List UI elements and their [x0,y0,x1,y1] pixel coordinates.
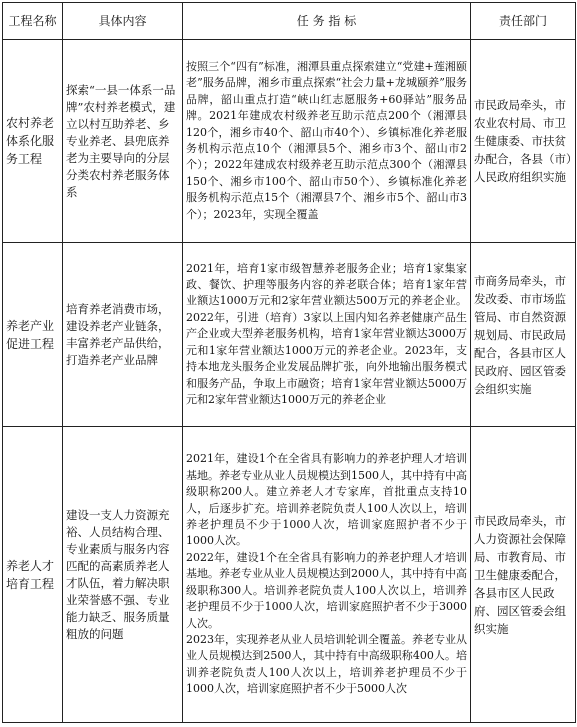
project-name-cell: 养老产业促进工程 [3,243,63,427]
header-task: 任 务 指 标 [183,3,471,40]
project-table [2,2,576,723]
content-cell: 探索“一县一体系一品牌”农村养老模式，建立以村互助养老、乡专业养老、县兜底养老为主要导向的分层分类农村养老服务体系 [63,40,183,243]
dept-cell: 市民政局牵头，市人力资源社会保障局、市教育局、市卫生健康委配合，各县市区人民政府、园区管委会组织实施 [471,427,576,723]
table-row [3,243,576,427]
header-project-name: 工程名称 [3,3,63,40]
header-content: 具体内容 [63,3,183,40]
task-paragraph-2023: 2023年，实现养老从业人员培训轮训全覆盖。养老专业从业人员规模达到2500人，其中持有中高级职称400人。培训养老院负责人100人次以上，培训养老护理员不少于1000人次，培训家庭照护者不少于5000人次 [186,632,467,696]
project-name-cell: 农村养老体系化服务工程 [3,40,63,243]
task-paragraph-2022: 2022年，建设1个在全省具有影响力的养老护理人才培训基地。养老专业从业人员规模达到2000人，其中持有中高级职称300人。培训养老院负责人100人次以上，培训养老护理员不少于1000人次，培训家庭照护者不少于3000人次。 [186,550,467,630]
header-dept: 责任部门 [471,3,576,40]
content-cell: 培育养老消费市场，建设养老产业链条，丰富养老产品供给，打造养老产业品牌 [63,243,183,427]
content-cell: 建设一支人力资源充裕、人员结构合理、专业素质与服务内容匹配的高素质养老人才队伍，着力解决职业荣誉感不强、专业能力缺乏、服务质量粗放的问题 [63,427,183,723]
task-cell: 2021年，培育1家市级智慧养老服务企业；培育1家集家政、餐饮、护理等服务内容的养老联合体；培育1家年营业额达1000万元和2家年营业额达500万元的养老企业。2022年，引进（培育）3家以上国内知名养老健康产品生产企业或大型养老服务机构，培育1家年营业额达3000万元和1家年营业额达1000万元的养老企业。2023年，支持本地龙头服务企业发展品牌扩张，向外地输出服务模式和服务产品，争取上市融资；培育1家年营业额达5000万元和2家年营业额达1000万元的养老企业 [183,243,471,427]
task-paragraph-2021: 2021年，建设1个在全省具有影响力的养老护理人才培训基地。养老专业从业人员规模达到1500人，其中持有中高级职称200人。建立养老人才专家库，首批重点支持10人，后逐步扩充。培训养老院负责人100人次以上，培训养老护理员不少于1000人次，培训家庭照护者不少于1000人次。 [186,452,467,548]
document-page [2,2,575,725]
dept-cell: 市民政局牵头，市农业农村局、市卫生健康委、市扶贫办配合，各县（市）人民政府组织实施 [471,40,576,243]
dept-cell: 市商务局牵头，市发改委、市市场监管局、市自然资源规划局、市民政局配合，各县市区人民政府、园区管委会组织实施 [471,243,576,427]
project-name-cell: 养老人才培育工程 [3,427,63,723]
table-row [3,40,576,243]
table-row [3,427,576,723]
table-header-row [3,3,576,40]
task-cell [183,427,471,723]
task-cell: 按照三个“四有”标准，湘潭县重点探索建立“党建+莲湘颐老”服务品牌，湘乡市重点探索“社会力量+龙城颐养”服务品牌，韶山重点打造“峡山红志愿服务+60驿站”服务品牌。2021年建成农村级养老互助示范点200个（湘潭县120个，湘乡市40个、韶山市40个）、乡镇标准化养老服务机构示范点10个（湘潭县5个、湘乡市3个、韶山市2个）；2022年建成农村级养老互助示范点300个（湘潭县150个、湘乡市100个、韶山市50个）、乡镇标准化养老服务机构示范点15个（湘潭县7个、湘乡市5个、韶山市3个）；2023年，实现全覆盖 [183,40,471,243]
